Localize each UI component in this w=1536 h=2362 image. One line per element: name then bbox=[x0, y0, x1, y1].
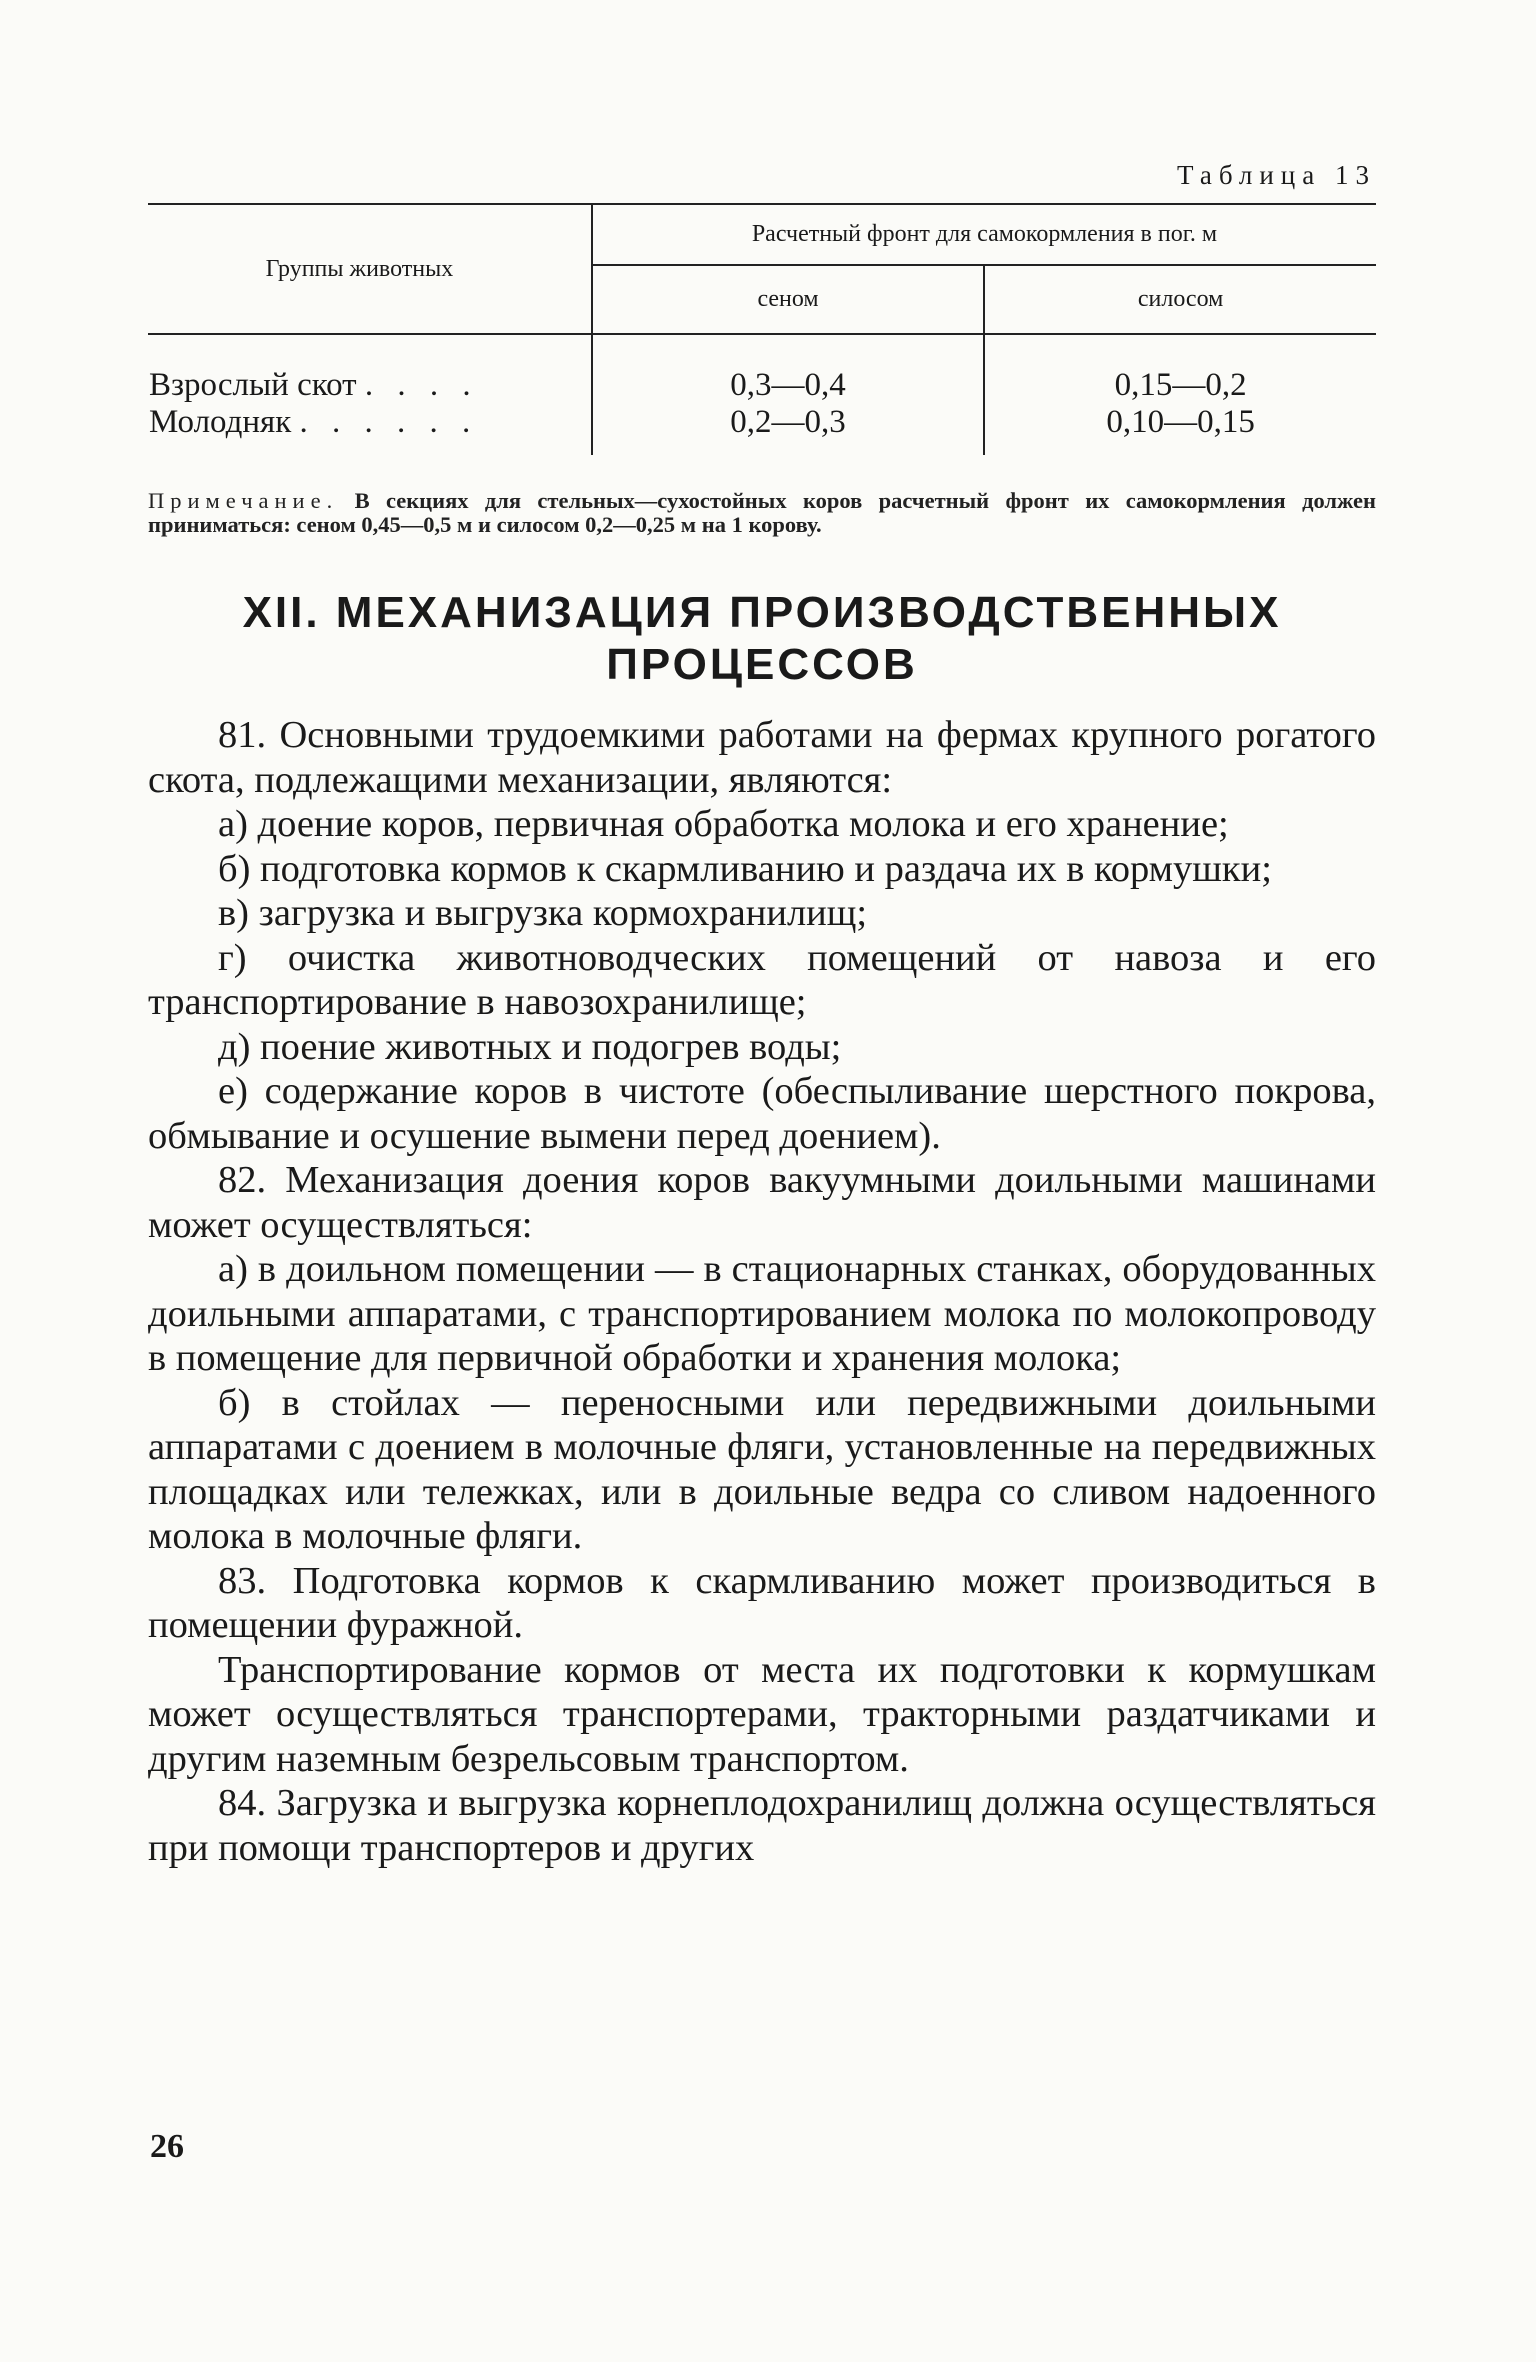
group-cell: Взрослый скот . . . . Молодняк . . . . . . bbox=[148, 334, 592, 455]
note-text: В секциях для стельных—сухостойных коров расчетный фронт их самокормления должен приниматься: сеном 0,45—0,5 м и силосом 0,2—0,25 м на 1 корову. bbox=[148, 488, 1376, 537]
front-header: Расчетный фронт для самокормления в пог. м bbox=[592, 205, 1376, 265]
silage-cell: 0,15—0,2 0,10—0,15 bbox=[1106, 367, 1255, 440]
section-heading: XII. МЕХАНИЗАЦИЯ ПРОИЗВОДСТВЕННЫХ ПРОЦЕССОВ bbox=[242, 588, 1282, 689]
paragraph: д) поение животных и подогрев воды; bbox=[218, 1025, 842, 1068]
page-number: 26 bbox=[150, 2128, 184, 2165]
table-caption: Таблица 13 bbox=[1177, 160, 1376, 190]
hay-cell: 0,3—0,4 0,2—0,3 bbox=[592, 334, 984, 455]
paragraph: а) доение коров, первичная обработка молока и его хранение; bbox=[218, 803, 1229, 845]
paragraph: е) содержание коров в чистоте (обеспыливание шерстного покрова, обмывание и осушение вымени перед доением). bbox=[148, 1070, 1376, 1157]
paragraph: 82. Механизация доения коров вакуумными доильными машинами может осуществляться: bbox=[148, 1159, 1376, 1246]
group-header: Группы животных bbox=[148, 205, 592, 334]
silage-header: силосом bbox=[984, 265, 1376, 334]
paragraph: б) подготовка кормов к скармливанию и раздача их в кормушки; bbox=[218, 847, 1272, 890]
paragraph: 84. Загрузка и выгрузка корнеплодохранилищ должна осуществляться при помощи транспортеров и других bbox=[148, 1782, 1376, 1869]
paragraph: г) очистка животноводческих помещений от навоза и его транспортирование в навозохранилище; bbox=[148, 936, 1376, 1023]
paragraph: Транспортирование кормов от места их подготовки к кормушкам может осуществляться транспортерами, тракторными раздатчиками и другим наземным безрельсовым транспортом. bbox=[148, 1648, 1376, 1780]
paragraph: 81. Основными трудоемкими работами на фермах крупного рогатого скота, подлежащими механизации, являются: bbox=[148, 714, 1376, 801]
body-text bbox=[148, 713, 1376, 1870]
feeding-front-table bbox=[148, 203, 1376, 455]
table-note bbox=[148, 489, 1376, 537]
paragraph: 83. Подготовка кормов к скармливанию может производиться в помещении фуражной. bbox=[148, 1559, 1376, 1646]
page-content bbox=[148, 160, 1376, 1870]
table-row bbox=[148, 334, 1376, 455]
paragraph: а) в доильном помещении — в стационарных станках, оборудованных доильными аппаратами, с транспортированием молока по молокопроводу в помещение для первичной обработки и хранения молока; bbox=[148, 1248, 1376, 1379]
hay-header: сеном bbox=[592, 265, 984, 334]
paragraph: б) в стойлах — переносными или передвижными доильными аппаратами с доением в молочные фляги, установленные на передвижных площадках или тележках, или в доильные ведра со сливом надоенного молока в молочные фляги. bbox=[148, 1381, 1376, 1557]
paragraph: в) загрузка и выгрузка кормохранилищ; bbox=[218, 892, 868, 934]
note-label: Примечание. bbox=[148, 488, 339, 513]
